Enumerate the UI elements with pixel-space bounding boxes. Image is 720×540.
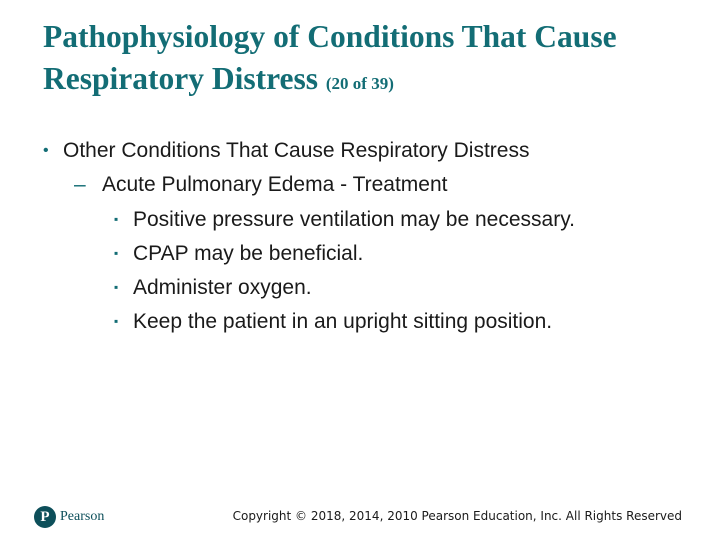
bullet-text: Administer oxygen.	[133, 276, 312, 299]
bullet-text: Positive pressure ventilation may be necessary.	[133, 208, 575, 231]
square-marker: ▪	[114, 314, 119, 328]
bullet-text: Acute Pulmonary Edema - Treatment	[102, 173, 448, 196]
bullet-level2	[74, 168, 448, 202]
bullet-level3	[114, 304, 552, 339]
bullet-level3	[114, 202, 575, 237]
copyright-notice: Copyright © 2018, 2014, 2010 Pearson Education, Inc. All Rights Reserved	[232, 509, 682, 523]
bullet-text: Keep the patient in an upright sitting position.	[133, 310, 553, 333]
square-marker: ▪	[114, 212, 119, 226]
slide-counter: (20 of 39)	[325, 74, 394, 93]
square-marker: ▪	[114, 280, 119, 294]
slide-title-text: Pathophysiology of Conditions That Cause Respiratory Distress	[43, 19, 617, 96]
bullet-level1	[43, 134, 529, 168]
bullet-text: CPAP may be beneficial.	[133, 242, 364, 265]
pearson-logo	[34, 505, 104, 529]
bullet-level3	[114, 236, 363, 271]
square-marker: ▪	[114, 246, 119, 260]
dash-marker: –	[74, 173, 86, 196]
pearson-logo-text: Pearson	[60, 509, 105, 524]
bullet-text: Other Conditions That Cause Respiratory Distress	[63, 139, 530, 162]
pearson-logo-icon: P	[34, 506, 56, 528]
slide-title	[43, 16, 703, 105]
bullet-marker: •	[43, 142, 49, 159]
bullet-level3	[114, 270, 312, 305]
